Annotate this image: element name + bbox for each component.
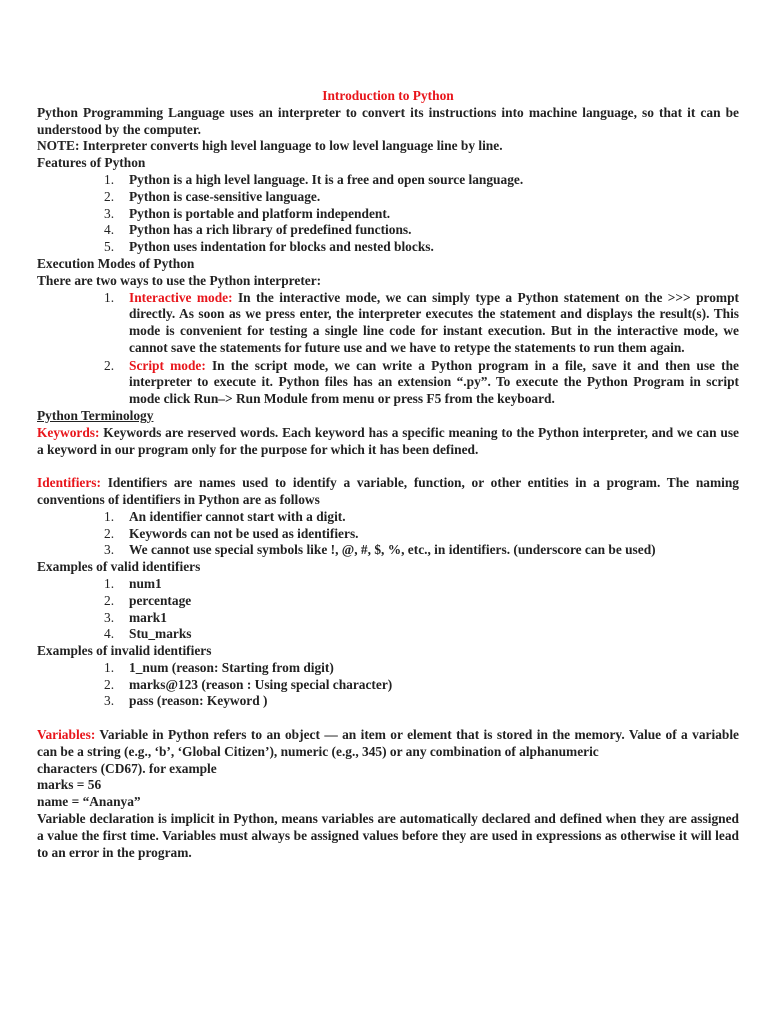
identifier-rules-list	[37, 509, 739, 559]
variable-example-marks: marks = 56	[37, 777, 102, 793]
list-item: 4. Python has a rich library of predefined functions.	[104, 222, 412, 238]
list-item: 1. An identifier cannot start with a digit.	[104, 508, 346, 524]
list-item: 1. num1	[104, 575, 162, 591]
document-page	[37, 88, 739, 861]
list-item: 2. Keywords can not be used as identifiers.	[104, 525, 359, 541]
modes-list	[37, 290, 739, 408]
list-item: 3. We cannot use special symbols like !, @, #, $, %, etc., in identifiers. (underscore can be used)	[104, 542, 656, 558]
variable-example-name: name = “Ananya”	[37, 794, 141, 810]
variables-paragraph: Variables: Variable in Python refers to an object — an item or element that is stored in the memory. Value of a variable can be a string (e.g., ‘b’, ‘Global Citizen’), numeric (e.g., 345) or any combination of alphanumeric	[37, 727, 739, 759]
intro-paragraph: Python Programming Language uses an interpreter to convert its instructions into machine language, so that it can be understood by the computer.	[37, 104, 739, 137]
list-item: 3. Python is portable and platform independent.	[104, 205, 391, 221]
note-paragraph: NOTE: Interpreter converts high level language to low level language line by line.	[37, 138, 503, 154]
identifiers-paragraph: Identifiers: Identifiers are names used to identify a variable, function, or other entities in a program. The naming conventions of identifiers in Python are as follows	[37, 475, 739, 507]
keywords-label: Keywords:	[37, 424, 100, 440]
variables-label: Variables:	[37, 727, 96, 743]
variable-declaration-paragraph: Variable declaration is implicit in Python, means variables are automatically declared and defined when they are assigned a value the first time. Variables must always be assigned values before they are used in expressions as otherwise it will lead to an error in the program.	[37, 811, 739, 860]
interactive-mode-label: Interactive mode:	[129, 289, 233, 305]
identifiers-label: Identifiers:	[37, 475, 101, 491]
features-heading: Features of Python	[37, 155, 146, 171]
list-item: 2. marks@123 (reason : Using special character)	[104, 676, 393, 692]
list-item: 2. percentage	[104, 592, 192, 608]
keywords-paragraph: Keywords: Keywords are reserved words. Each keyword has a specific meaning to the Python interpreter, and we can use a keyword in our program only for the purpose for which it has been defined.	[37, 424, 739, 457]
valid-identifiers-heading: Examples of valid identifiers	[37, 559, 201, 575]
list-item: 2. Python is case-sensitive language.	[104, 188, 321, 204]
list-item: 3. mark1	[104, 609, 167, 625]
modes-intro: There are two ways to use the Python interpreter:	[37, 272, 322, 288]
list-item: 1. Python is a high level language. It is a free and open source language.	[104, 171, 524, 187]
list-item-interactive-mode: 1. Interactive mode: In the interactive mode, we can simply type a Python statement on the >>> prompt directly. As soon as we press enter, the interpreter executes the statement and displays the result(s). This mode is convenient for testing a single line code for instant execution. But in the interactive mode, we cannot save the statements for future use and we have to retype the statements to run them again.	[104, 289, 739, 355]
list-item: 4. Stu_marks	[104, 626, 192, 642]
features-list	[37, 172, 739, 256]
invalid-identifiers-list	[37, 660, 739, 710]
valid-identifiers-list	[37, 576, 739, 643]
variables-continued: characters (CD67). for example	[37, 760, 217, 776]
list-item-script-mode: 2. Script mode: In the script mode, we can write a Python program in a file, save it and then use the interpreter to execute it. Python files has an extension “.py”. To execute the Python Program in script mode click Run–> Run Module from menu or press F5 from the keyboard.	[104, 357, 739, 407]
page-title: Introduction to Python	[322, 88, 454, 103]
script-mode-label: Script mode:	[129, 357, 206, 373]
list-item: 1. 1_num (reason: Starting from digit)	[104, 659, 334, 675]
list-item: 5. Python uses indentation for blocks and nested blocks.	[104, 239, 434, 255]
list-item: 3. pass (reason: Keyword )	[104, 693, 268, 709]
invalid-identifiers-heading: Examples of invalid identifiers	[37, 643, 212, 659]
terminology-heading: Python Terminology	[37, 407, 154, 423]
modes-heading: Execution Modes of Python	[37, 255, 195, 271]
